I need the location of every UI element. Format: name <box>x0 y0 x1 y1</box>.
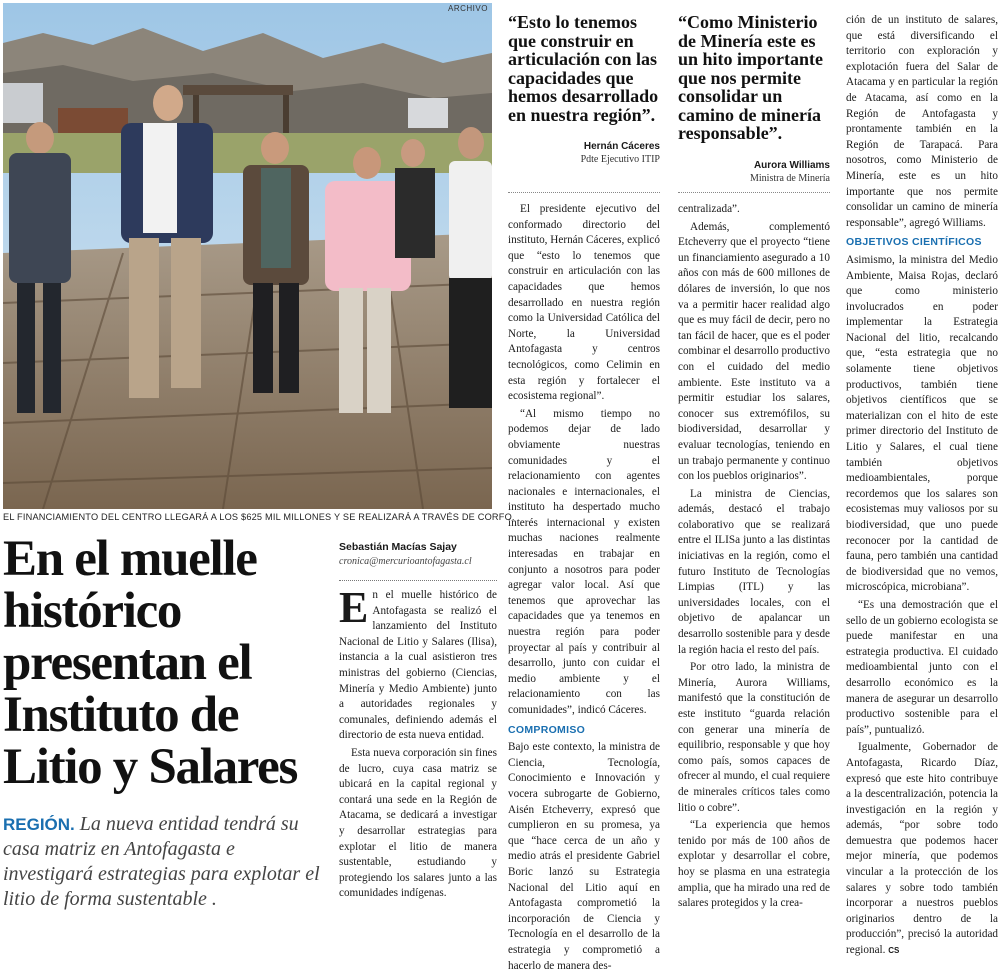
drop-cap: E <box>339 583 369 632</box>
end-mark: CS <box>888 946 900 956</box>
article-column-4 <box>846 13 998 961</box>
paragraph: Asimismo, la ministra del Medio Ambiente, Maisa Rojas, declaró que como ministerio involucrados en poder implementar la Estrategia Nacional del litio, recalcando que, “esta estrategia que no solamente tiene objetivos productivos, también tiene objetivos científicos que se materializan con el hito de este primer directorio del Instituto de Litio y Salares, el cual tiene también objetivos medioambientales, porque recordemos que los salares son ecosistemas muy valiosos por su biodiversidad, que uno puede reconocer por la cantidad de fauna, pero también una cantidad de biodiversidad que no vemos, microscópica, microbiana”. <box>846 253 998 594</box>
paragraph: El presidente ejecutivo del conformado directorio del instituto, Hernán Cáceres, explicó que “esto lo tenemos que construir en articulación con las capacidades que hemos desarrollado en nuestra región como la Universidad Católica del Norte, la Universidad Antofagasta y centros tecnológicos, como Celimin en esta región y fortalecer el ecosistema regional”. <box>508 203 660 403</box>
article-column-3 <box>678 202 830 914</box>
byline <box>339 541 497 567</box>
pull-quote-attribution <box>508 140 660 166</box>
paragraph: “Es una demostración que el sello de un gobierno ecologista se puede manifestar en una estrategia productiva. El cuidado medioambiental junto con el desarrollo económico es la manera de asegurar un desarrollo productivo sostenible para el país”, puntualizó. <box>846 598 998 736</box>
paragraph: Bajo este contexto, la ministra de Ciencia, Tecnología, Conocimiento e Innovación y vocera subrogarte de Gobierno, Aisén Etcheverry, expresó que cumplieron en su promesa, ya que “hace cerca de un año y medio atrás el presidente Gabriel Boric lanzó su Estrategia Nacional del Litio aquí en Antofagasta comprometió la incorporación de Ciencia y Tecnología en el desarrollo de la estrategia y comprometió a hacerlo de manera des- <box>508 741 660 972</box>
pier-photo-illustration <box>3 3 492 509</box>
subheading-compromiso: COMPROMISO <box>508 723 586 736</box>
section-kicker: REGIÓN. <box>3 815 75 834</box>
pull-quote-attribution <box>678 159 830 185</box>
paragraph: “La experiencia que hemos tenido por más de 100 años de explotar y desarrollar el cobre, hoy se plasma en una estrategia amplia, que ha mirado una red de salares protegidos y la crea- <box>678 819 830 910</box>
pull-quote-2 <box>678 13 830 185</box>
photo-credit: ARCHIVO <box>448 4 488 13</box>
lead-paragraph <box>3 812 328 912</box>
paragraph: Esta nueva corporación sin fines de lucro, cuya casa matriz se ubicará en la capital regional y contará una sede en la Región de Atacama, se dedicará a investigar y desarrollar estrategias para explotar el litio de manera sustentable, estudiando y protegiendo los salares junto a las comunidades indígenas. <box>339 746 497 900</box>
pull-quote-1 <box>508 13 660 166</box>
subheading-objetivos: OBJETIVOS CIENTÍFICOS <box>846 236 982 249</box>
author-email[interactable]: cronica@mercurioantofagasta.cl <box>339 556 472 567</box>
paragraph: La ministra de Ciencias, además, destacó el trabajo colaborativo que se realizará entre el ILISa junto a las distintas iniciativas en la región, como el futuro Instituto de Tecnologías Limpias (ITL) y las universidades locales, con el objetivo de apalancar un desarrollo sostenible para y desde la región hacia el resto del país. <box>678 487 830 656</box>
paragraph: Por otro lado, la ministra de Minería, Aurora Williams, manifestó que la constitución de este instituto “guarda relación con generar una minería de equilibrio, responsable y que hoy como país, somos capaces de ofrecer al mundo, el cual requiere de minerales críticos tales como litio o cobre”. <box>678 661 830 814</box>
pull-quote-text: “Esto lo tenemos que construir en articulación con las capacidades que hemos desarrollado en nuestra región”. <box>508 12 659 125</box>
quote-role: Pdte Ejecutivo ITIP <box>580 154 660 165</box>
author-name: Sebastián Macías Sajay <box>339 541 457 553</box>
article-column-1 <box>339 583 497 904</box>
paragraph: En el muelle histórico de Antofagasta se realizó el lanzamiento del Instituto Nacional de Litio y Salares (Ilisa), instancia a la cual asistieron tres ministras del gobierno (Ciencias, Minería y Medio Ambiente) junto a autoridades regionales y comunales, definiendo además el directorio de esta nueva entidad. <box>339 583 497 742</box>
quote-author: Hernán Cáceres <box>583 141 660 152</box>
lead-text: La nueva entidad tendrá su casa matriz en Antofagasta e investigará estrategias para explotar el litio de forma sustentable . <box>3 813 320 910</box>
quote-role: Ministra de Minería <box>750 172 830 184</box>
paragraph: centralizada”. <box>678 203 740 215</box>
article-column-2 <box>508 202 660 976</box>
photo-caption: EL FINANCIAMIENTO DEL CENTRO LLEGARÁ A LOS $625 MIL MILLONES Y SE REALIZARÁ A TRAVÉS DE CORFO. <box>3 512 515 522</box>
article-photo <box>3 3 492 509</box>
quote-divider <box>678 192 830 193</box>
paragraph: ción de un instituto de salares, que está diversificando el territorio con exploración y explotación fuera del Salar de Atacama y en particular la región de Atacama, así como en la Región de Antofagasta y prontamente también en la Región de Tarapacá. Para nosotros, como Ministerio de Minería, este es un hito importante que nos permite consolidar un camino de minería responsable”, agregó Williams. <box>846 14 998 229</box>
quote-divider <box>508 192 660 193</box>
paragraph: Además, complementó Etcheverry que el proyecto “tiene un financiamiento asegurado a 10 años con más de 600 millones de dólares de inversión, lo que nos va a permitir hacer realidad algo que es muy fácil de decir, pero no tan fácil de hacer, que es el poder combinar el desarrollo productivo con el cuidado del medio ambiente. Este instituto va a permitir estudiar los salares, conocer sus extremófilos, su biodiversidad, desarrollar y evaluar tecnologías, teniendo en un trabajo permanente y continuo con los pueblos originarios”. <box>678 220 830 483</box>
headline: En el muelle histórico presentan el Instituto de Litio y Salares <box>3 531 298 795</box>
paragraph: “Al mismo tiempo no podemos dejar de lado obviamente nuestras comunidades y el relacionamiento con agentes nacionales e internacionales, el instituto ha despertado mucho interés internacional y existen muchas naciones realmente interesadas en trabajar en conjunto a nosotros para poder agregar valor local. Así que tenemos que aprovechar las capacidades que ya tenemos en nuestra región para poder proyectar al país y contribuir al desarrollo, junto con cuidar el medio ambiente y el relacionamiento con las comunidades”, indicó Cáceres. <box>508 407 660 716</box>
pull-quote-text: “Como Ministerio de Minería este es un hito importante que nos permite consolidar un camino de minería responsable”. <box>678 12 824 143</box>
quote-author: Aurora Williams <box>753 159 830 171</box>
byline-divider <box>339 580 497 581</box>
paragraph: Igualmente, Gobernador de Antofagasta, Ricardo Díaz, expresó que este hito contribuye a la descentralización, potencia la investigación en la región y además, “por sobre todo demuestra que podemos hacer mejor minería, que podemos vincular a la protección de los salares y sobre todo también incorporar a nuestros pueblos originarios dentro de la producción”, precisó la autoridad regional. CS <box>846 741 998 957</box>
